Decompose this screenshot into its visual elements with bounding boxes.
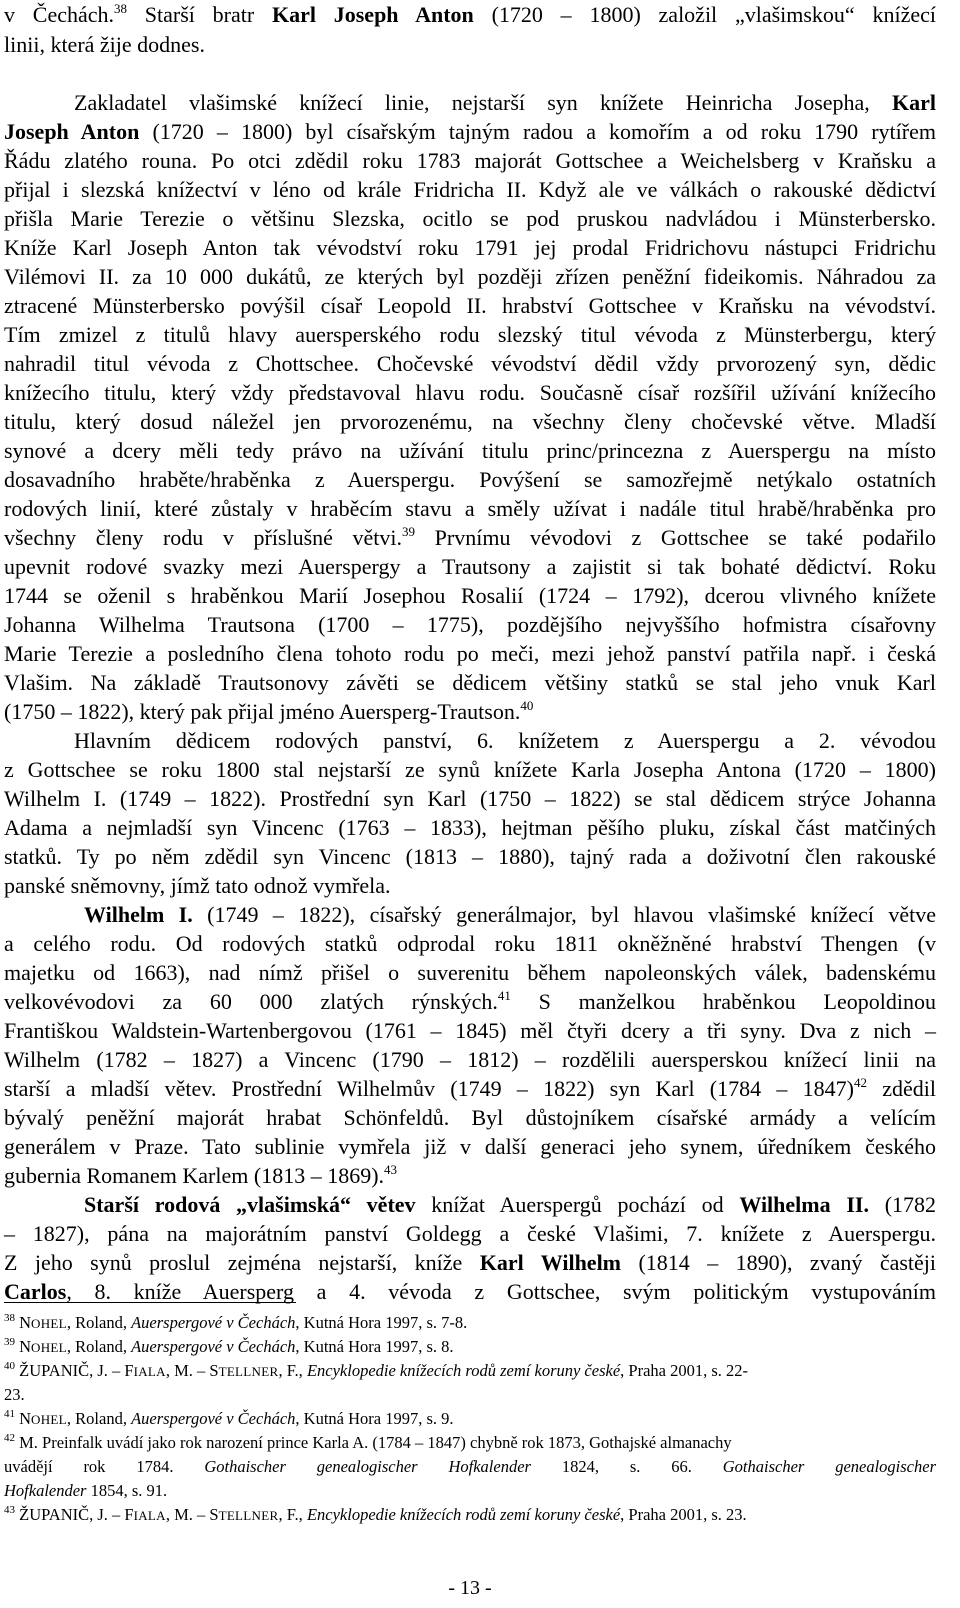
text-line: starší a mladší větev. Prostřední Wilhelmův (1749 – 1822) syn Karl (1784 – 1847)$^{42}$ zdědil bbox=[4, 1074, 936, 1101]
text-line: Joseph Anton (1720 – 1800) byl císařským tajným radou a komořím a od roku 1790 rytířem bbox=[4, 119, 936, 144]
text-line: gubernia Romanem Karlem (1813 – 1869).$^{43}$ bbox=[4, 1161, 398, 1188]
text-line: (1750 – 1822), který pak přijal jméno Auersperg-Trautson.$^{40}$ bbox=[4, 697, 534, 724]
text-line: a celého rodu. Od rodových statků odprodal roku 1811 okněžněné hrabství Thengen (v bbox=[4, 931, 936, 956]
text-line: Wilhelm (1782 – 1827) a Vincenc (1790 – 1812) – rozdělili auersperskou knížecí linii na bbox=[4, 1047, 936, 1072]
footnote: $^{38}$ NOHEL, Roland, Auerspergové v Čechách, Kutná Hora 1997, s. 7-8. bbox=[4, 1311, 468, 1332]
text-line: ztracené Münsterbersko povýšil císař Leopold II. hrabství Gottschee v Kraňsku na vévodství. bbox=[4, 293, 936, 318]
text-line: Adama a nejmladší syn Vincenc (1763 – 1833), hejtman pěšího pluku, získal část matčiných bbox=[4, 815, 936, 840]
footnote: $^{39}$ NOHEL, Roland, Auerspergové v Čechách, Kutná Hora 1997, s. 8. bbox=[4, 1335, 454, 1356]
text-line: – 1827), pána na majorátním panství Goldegg a české Vlašimi, 7. knížete z Auerspergu. bbox=[4, 1221, 936, 1246]
text-line: 1744 se oženil s hraběnkou Marií Josephou Rosalií (1724 – 1792), dcerou vlivného knížete bbox=[4, 583, 936, 608]
page-number: - 13 - bbox=[448, 1577, 492, 1599]
text-line: Hlavním dědicem rodových panství, 6. knížetem z Auerspergu a 2. vévodou bbox=[74, 728, 936, 753]
text-line: Řádu zlatého rouna. Po otci zdědil roku 1783 majorát Gottschee a Weichelsberg v Kraňsku a bbox=[4, 148, 936, 173]
text-line: Vilémovi II. za 10 000 dukátů, ze kterých byl později zřízen peněžní fideikomis. Náhradou za bbox=[4, 264, 936, 289]
text-line: majetku od 1663), nad nímž přišel o suverenitu během napoleonských válek, badenskému bbox=[4, 960, 936, 985]
text-line: linii, která žije dodnes. bbox=[4, 32, 205, 57]
text-line: panské sněmovny, jímž tato odnož vymřela. bbox=[4, 873, 391, 898]
footnote: $^{43}$ ŽUPANIČ, J. – FIALA, M. – STELLNER, F., Encyklopedie knížecích rodů zemí koruny české, Praha 2001, s. 23. bbox=[4, 1503, 747, 1524]
footnote: 23. bbox=[4, 1385, 25, 1404]
text-line: nahradil titul vévoda z Chottschee. Chočevské vévodství dědil vždy prvorozený syn, dědic bbox=[4, 351, 936, 376]
text-line: statků. Ty po něm zdědil syn Vincenc (1813 – 1880), tajný rada a doživotní člen rakouské bbox=[4, 844, 936, 869]
text-line: Starší rodová „vlašimská“ větev knížat Auerspergů pochází od Wilhelma II. (1782 bbox=[84, 1192, 937, 1217]
text-line: dosavadního hraběte/hraběnka z Auerspergu. Povýšení se samozřejmě netýkalo ostatních bbox=[4, 467, 936, 492]
text-line: Wilhelm I. (1749 – 1822). Prostřední syn Karl (1750 – 1822) se stal dědicem strýce Johanna bbox=[4, 786, 936, 811]
footnote-ref[interactable]: 39 bbox=[402, 523, 416, 539]
text-line: v Čechách.$^{38}$ Starší bratr Karl Joseph Anton (1720 – 1800) založil „vlašimskou“ knížecí bbox=[4, 0, 936, 27]
text-line: bývalý peněžní majorát hrabat Schönfeldů. Byl důstojníkem císařské armády a velícím bbox=[4, 1105, 936, 1130]
text-line: synové a dcery měli tedy právo na užívání titulu princ/princezna z Auerspergu na místo bbox=[4, 438, 936, 463]
text-line: Johanna Wilhelma Trautsona (1700 – 1775), pozdějšího nejvyššího hofmistra císařovny bbox=[4, 612, 936, 637]
text-line: Zakladatel vlašimské knížecí linie, nejstarší syn knížete Heinricha Josepha, Karl bbox=[74, 90, 936, 115]
text-line: všechny členy rodu v příslušné větvi.$^{39}$ Prvnímu vévodovi z Gottschee se také podařilo bbox=[4, 523, 936, 550]
text-line: Z jeho synů proslul zejména nejstarší, kníže Karl Wilhelm (1814 – 1890), zvaný častěji bbox=[4, 1250, 937, 1275]
text-line: přijal i slezská knížectví v léno od krále Fridricha II. Když ale ve válkách o rakouské dědictví bbox=[4, 177, 936, 202]
footnote: $^{41}$ NOHEL, Roland, Auerspergové v Čechách, Kutná Hora 1997, s. 9. bbox=[4, 1407, 454, 1428]
text-line: Wilhelm I. (1749 – 1822), císařský generálmajor, byl hlavou vlašimské knížecí větve bbox=[84, 902, 936, 927]
text-line: knížecího titulu, který vždy představoval hlavu rodu. Současně císař rozšířil užívání knížecího bbox=[4, 380, 936, 405]
text-line: Marie Terezie a posledního člena tohoto rodu po meči, mezi jehož panství patřila např. i česká bbox=[4, 641, 936, 666]
text-line: Kníže Karl Joseph Anton tak vévodství roku 1791 jej prodal Fridrichovu nástupci Fridrichu bbox=[4, 235, 936, 260]
footnote: $^{40}$ ŽUPANIČ, J. – FIALA, M. – STELLNER, F., Encyklopedie knížecích rodů zemí koruny české, Praha 2001, s. 22- bbox=[4, 1359, 749, 1380]
text-line: Tím zmizel z titulů hlavy auersperského rodu slezský titul vévoda z Münsterbergu, který bbox=[4, 322, 936, 347]
footnote-ref[interactable]: 42 bbox=[853, 1074, 867, 1090]
text-line: titulu, který dosud náležel jen prvorozenému, na všechny členy chočevské větve. Mladší bbox=[4, 409, 936, 434]
footnote-ref[interactable]: 41 bbox=[497, 987, 511, 1003]
footnote: $^{42}$ M. Preinfalk uvádí jako rok narození prince Karla A. (1784 – 1847) chybně rok 1873, Gothajské almanachy bbox=[4, 1431, 732, 1452]
footnote-ref[interactable]: 43 bbox=[384, 1161, 398, 1177]
text-line: upevnit rodové svazky mezi Auerspergy a Trautsony a zajistit si tak bohaté dědictví. Roku bbox=[4, 554, 936, 579]
text-line: Carlos, 8. kníže Auersperg a 4. vévoda z Gottschee, svým politickým vystupováním bbox=[4, 1279, 936, 1304]
text-line: Vlašim. Na základě Trautsonovy závěti se dědicem většiny statků se stal jeho vnuk Karl bbox=[4, 670, 936, 695]
text-line: Františkou Waldstein-Wartenbergovou (1761 – 1845) měl čtyři dcery a tři syny. Dva z nich – bbox=[4, 1018, 936, 1043]
text-line: generálem v Praze. Tato sublinie vymřela již v další generaci jeho synem, úředníkem českého bbox=[4, 1134, 936, 1159]
footnote: Hofkalender 1854, s. 91. bbox=[4, 1481, 168, 1500]
footnote-ref[interactable]: 40 bbox=[520, 697, 534, 713]
footnote: uvádějí rok 1784. Gothaischer genealogischer Hofkalender 1824, s. 66. Gothaischer genealogischer bbox=[4, 1457, 937, 1476]
text-line: velkovévodovi za 60 000 zlatých rýnských.$^{41}$ S manželkou hraběnkou Leopoldinou bbox=[4, 987, 936, 1014]
text-line: z Gottschee se roku 1800 stal nejstarší ze synů knížete Karla Josepha Antona (1720 – 1800) bbox=[4, 757, 936, 782]
footnote-ref[interactable]: 38 bbox=[114, 0, 128, 16]
text-line: rodových linií, které zůstaly v hraběcím stavu a směly užívat i nadále titul hrabě/hraběnka pro bbox=[4, 496, 936, 521]
text-line: přišla Marie Terezie o většinu Slezska, ocitlo se pod pruskou nadvládou i Münsterbersko. bbox=[4, 206, 936, 231]
footnote-separator bbox=[4, 1302, 296, 1303]
